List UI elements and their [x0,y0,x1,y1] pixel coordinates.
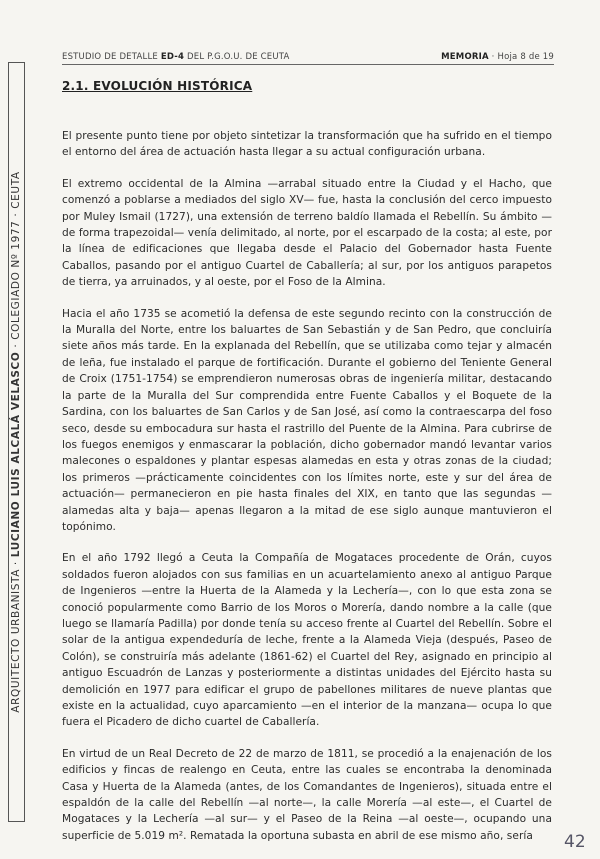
architect-registration: · COLEGIADO Nº 1977 · CEUTA [10,171,22,352]
architect-name: LUCIANO LUIS ALCALÁ VELASCO [10,351,22,558]
paragraph: El extremo occidental de la Almina —arrabal situado entre la Ciudad y el Hacho, que comenzó a poblarse a mediados del siglo XV— fue, hasta la conclusión del cerco impuesto por Muley Ismail (1727), una extensión de terreno baldío llamada el Rebellín. Su ámbito —de forma trapezoidal— venía delimitado, al norte, por el escarpado de la costa; al este, por la línea de edificaciones que llegaba desde el Palacio del Gobernador hasta Fuente Caballos, pasando por el antiguo Cuartel de Caballería; al sur, por los antiguos parapetos de tierra, ya arruinados, y al oeste, por el Foso de la Almina. [62,177,552,289]
document-title-suffix: DEL P.G.O.U. DE CEUTA [184,52,290,62]
document-title-prefix: ESTUDIO DE DETALLE [62,52,161,62]
section-label: MEMORIA [441,52,489,62]
sheet-number: · Hoja 8 de 19 [488,52,554,62]
section-title: 2.1. EVOLUCIÓN HISTÓRICA [62,79,253,93]
paragraph: El presente punto tiene por objeto sintetizar la transformación que ha sufrido en el tiempo el entorno del área de actuación hasta llegar a su actual configuración urbana. [62,130,552,159]
document-code: ED-4 [160,52,185,62]
handwritten-page-number: 42 [564,832,586,852]
paragraph: Hacia el año 1735 se acometió la defensa de este segundo recinto con la construcción de la Muralla del Norte, entre los baluartes de San Sebastián y de San Pedro, que concluiría siete años más tarde. En la explanada del Rebellín, que se utilizaba como tejar y almacén de leña, fue instalado el parque de fortificación. Durante el gobierno del Teniente General de Croix (1751-1754) se emprendieron numerosas obras de ingeniería militar, destacando la parte de la Muralla del Sur comprendida entre Fuente Caballos y el Boquete de la Sardina, con los baluartes de San Carlos y de San José, así como la contraescarpa del foso seco, desde su embocadura sur hasta el rastrillo del Puente de la Almina. Para cubrirse de los fuegos enemigos y enmascarar la población, dicho gobernador mandó levantar varios malecones o espaldones y plantar espesas alamedas en esta y otras zonas de la ciudad; los primeros —prácticamente coincidentes con los límites norte, este y sur del área de actuación— permanecieron en pie hasta finales del XIX, en tanto que las segundas —alamedas alta y baja— apenas llegaron a la mitad de ese siglo aunque mantuvieron el topónimo. [62,307,552,533]
body-text [62,128,552,859]
page-indicator [441,52,554,62]
paragraph: En el año 1792 llegó a Ceuta la Compañía de Mogataces procedente de Orán, cuyos soldados fueron alojados con sus familias en un acuartelamiento anexo al antiguo Parque de Ingenieros —entre la Huerta de la Alameda y la Lechería—, con lo que esta zona se conoció popularmente como Barrio de los Moros o Morería, dando nombre a la calle (que luego se llamaría Padilla) por donde tenía su acceso frente al Cuartel del Rebellín. Sobre el solar de la antigua expendeduría de leche, frente a la Alameda Vieja (después, Paseo de Colón), se construiría más adelante (1861-62) el Cuartel del Rey, asignado en principio al antiguo Escuadrón de Lanzas y posteriormente a distintas unidades del Ejército hasta su demolición en 1977 para edificar el grupo de pabellones militares de nueve plantas que existe en la actualidad, cuyo aparcamiento —en el interior de la manzana— ocupa lo que fuera el Picadero de dicho cuartel de Caballería. [62,552,552,729]
document-title [62,52,290,62]
architect-title: ARQUITECTO URBANISTA · [10,557,22,713]
architect-credit [8,62,25,822]
header-rule [62,64,554,65]
page-header [62,52,554,66]
paragraph: En virtud de un Real Decreto de 22 de marzo de 1811, se procedió a la enajenación de los edificios y fincas de realengo en Ceuta, entre las cuales se encontraba la denominada Casa y Huerta de la Alameda (antes, de los Comandantes de Ingenieros), situada entre el espaldón de la calle del Rebellín —al norte—, la calle Morería —al este—, el Cuartel de Mogataces y la Lechería —al sur— y el Paseo de la Reina —al oeste—, ocupando una superficie de 5.019 m². Rematada la oportuna subasta en abril de ese mismo año, sería [62,747,552,842]
